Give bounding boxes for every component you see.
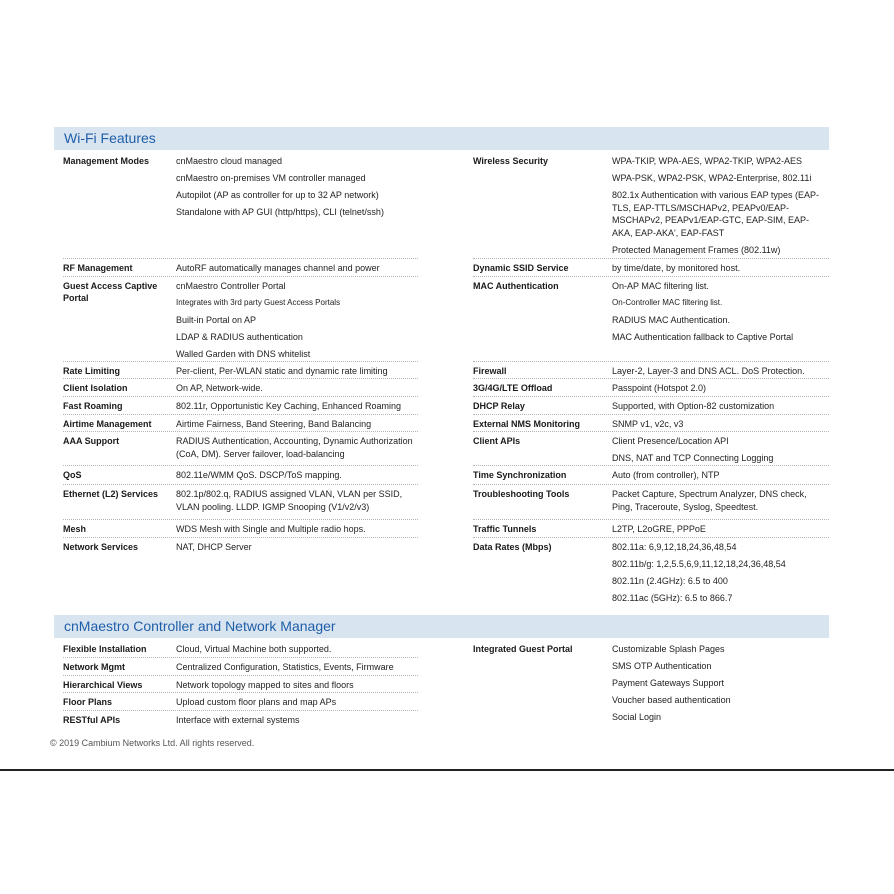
feature-value: Walled Garden with DNS whitelist (176, 349, 311, 359)
feature-value: Passpoint (Hotspot 2.0) (612, 383, 707, 393)
feature-row (473, 397, 829, 415)
page-divider (0, 769, 894, 771)
section-title: Wi-Fi Features (64, 130, 156, 146)
feature-label: Mesh (63, 524, 87, 534)
feature-values (612, 541, 829, 609)
feature-value: Protected Management Frames (802.11w) (612, 244, 781, 255)
cnm-right-column (473, 640, 829, 730)
feature-value: Built-in Portal on AP (176, 315, 257, 325)
feature-row (63, 676, 418, 693)
feature-row (473, 640, 829, 730)
feature-label: Troubleshooting Tools (473, 489, 570, 499)
feature-row (473, 152, 829, 259)
feature-row (63, 538, 418, 557)
section-title: cnMaestro Controller and Network Manager (64, 618, 336, 634)
feature-value: cnMaestro cloud managed (176, 156, 283, 166)
feature-row (63, 485, 418, 520)
feature-values (176, 488, 418, 518)
wifi-left-column (63, 152, 418, 557)
feature-values (612, 488, 829, 518)
feature-row (63, 432, 418, 466)
feature-values (612, 435, 829, 469)
feature-row (473, 520, 829, 538)
feature-value: 802.1x Authentication with various EAP types (EAP-TLS, EAP-TTLS/MSCHAPv2, PEAPv0/EAP-MSCHAPv2, PEAPv1/EAP-GTC, EAP-SIM, EAP-AKA, EAP-AKA', EAP-FAST (612, 190, 819, 238)
feature-row (473, 466, 829, 485)
feature-label: Client APIs (473, 436, 521, 446)
feature-row (473, 259, 829, 277)
feature-value: 802.11n (2.4GHz): 6.5 to 400 (612, 576, 728, 586)
feature-value: AutoRF automatically manages channel and power (176, 263, 380, 273)
feature-values (176, 469, 418, 486)
cnmaestro-header (54, 615, 829, 638)
feature-row (63, 640, 418, 658)
feature-value: Network topology mapped to sites and floors (176, 680, 354, 690)
feature-value: Integrates with 3rd party Guest Access Portals (176, 298, 341, 307)
feature-row (63, 379, 418, 397)
feature-label: Network Mgmt (63, 662, 126, 672)
feature-value: 802.11r, Opportunistic Key Caching, Enhanced Roaming (176, 401, 401, 411)
feature-values (176, 714, 418, 731)
feature-value: by time/date, by monitored host. (612, 263, 741, 273)
feature-value: Airtime Fairness, Band Steering, Band Balancing (176, 419, 372, 429)
feature-label: Client Isolation (63, 383, 128, 393)
feature-value: On-Controller MAC filtering list. (612, 298, 723, 307)
feature-value: 802.11ac (5GHz): 6.5 to 866.7 (612, 593, 733, 603)
feature-value: NAT, DHCP Server (176, 542, 252, 552)
cnm-left-column (63, 640, 418, 729)
feature-value: L2TP, L2oGRE, PPPoE (612, 524, 706, 534)
feature-row (473, 432, 829, 466)
feature-row (63, 693, 418, 711)
feature-label: RF Management (63, 263, 133, 273)
feature-label: Hierarchical Views (63, 680, 143, 690)
feature-value: Payment Gateways Support (612, 678, 725, 688)
feature-label: Fast Roaming (63, 401, 123, 411)
feature-label: AAA Support (63, 436, 120, 446)
feature-value: WPA-TKIP, WPA-AES, WPA2-TKIP, WPA2-AES (612, 156, 803, 166)
feature-value: SMS OTP Authentication (612, 661, 712, 671)
feature-label: 3G/4G/LTE Offload (473, 383, 553, 393)
feature-label: External NMS Monitoring (473, 419, 581, 429)
feature-value: Interface with external systems (176, 715, 300, 725)
feature-row (63, 152, 418, 259)
feature-value: Voucher based authentication (612, 695, 731, 705)
feature-value: Layer-2, Layer-3 and DNS ACL. DoS Protection. (612, 366, 805, 376)
feature-label: Ethernet (L2) Services (63, 489, 159, 499)
feature-label: Firewall (473, 366, 507, 376)
feature-row (473, 485, 829, 520)
wifi-right-column (473, 152, 829, 608)
wifi-features-header (54, 127, 829, 150)
feature-value: cnMaestro Controller Portal (176, 281, 286, 291)
feature-value: Social Login (612, 712, 662, 722)
feature-value: cnMaestro on-premises VM controller managed (176, 173, 366, 183)
feature-label: RESTful APIs (63, 715, 121, 725)
feature-label: Time Synchronization (473, 470, 567, 480)
feature-value: 802.11e/WMM QoS. DSCP/ToS mapping. (176, 470, 342, 480)
feature-label: Wireless Security (473, 156, 548, 166)
feature-value: 802.1p/802.q, RADIUS assigned VLAN, VLAN per SSID, VLAN pooling. LLDP. IGMP Snooping (V1/v2/v3) (176, 489, 403, 512)
feature-row (63, 415, 418, 432)
feature-row (63, 520, 418, 538)
feature-row (473, 415, 829, 432)
feature-values (612, 155, 829, 261)
feature-row (63, 658, 418, 676)
feature-values (176, 155, 418, 223)
feature-row (63, 466, 418, 485)
feature-row (63, 362, 418, 379)
feature-value: WPA-PSK, WPA2-PSK, WPA2-Enterprise, 802.11i (612, 173, 812, 183)
feature-value: MAC Authentication fallback to Captive Portal (612, 332, 794, 342)
feature-label: MAC Authentication (473, 281, 559, 291)
feature-value: 802.11a: 6,9,12,18,24,36,48,54 (612, 542, 737, 552)
feature-value: Packet Capture, Spectrum Analyzer, DNS check, Ping, Traceroute, Syslog, Speedtest. (612, 489, 807, 512)
feature-values (612, 643, 829, 728)
feature-value: Upload custom floor plans and map APs (176, 697, 337, 707)
copyright-footer: © 2019 Cambium Networks Ltd. All rights reserved. (50, 738, 255, 748)
feature-row (63, 259, 418, 277)
feature-row (63, 397, 418, 415)
feature-label: Integrated Guest Portal (473, 644, 573, 654)
feature-label: Traffic Tunnels (473, 524, 537, 534)
feature-row (63, 277, 418, 362)
feature-label: DHCP Relay (473, 401, 525, 411)
feature-label: Management Modes (63, 156, 150, 166)
feature-label: Data Rates (Mbps) (473, 542, 552, 552)
feature-row (63, 711, 418, 729)
feature-label: Dynamic SSID Service (473, 263, 569, 273)
feature-value: On AP, Network-wide. (176, 383, 263, 393)
feature-value: Auto (from controller), NTP (612, 470, 720, 480)
feature-value: SNMP v1, v2c, v3 (612, 419, 684, 429)
feature-label: Rate Limiting (63, 366, 121, 376)
feature-value: WDS Mesh with Single and Multiple radio hops. (176, 524, 366, 534)
feature-label: Flexible Installation (63, 644, 147, 654)
feature-label: QoS (63, 470, 82, 480)
feature-value: On-AP MAC filtering list. (612, 281, 709, 291)
feature-values (176, 280, 418, 365)
feature-row (473, 277, 829, 362)
feature-value: Client Presence/Location API (612, 436, 729, 446)
feature-values (612, 280, 829, 348)
feature-label: Floor Plans (63, 697, 113, 707)
feature-value: DNS, NAT and TCP Connecting Logging (612, 453, 774, 463)
feature-label: Airtime Management (63, 419, 152, 429)
feature-value: Centralized Configuration, Statistics, Events, Firmware (176, 662, 394, 672)
feature-values (176, 435, 418, 465)
feature-row (473, 538, 829, 608)
feature-value: Per-client, Per-WLAN static and dynamic rate limiting (176, 366, 388, 376)
feature-value: RADIUS Authentication, Accounting, Dynamic Authorization (CoA, DM). Server failover, load-balancing (176, 436, 413, 459)
feature-values (176, 541, 418, 558)
feature-value: RADIUS MAC Authentication. (612, 315, 731, 325)
feature-value: LDAP & RADIUS authentication (176, 332, 303, 342)
feature-value: Customizable Splash Pages (612, 644, 725, 654)
feature-value: 802.11b/g: 1,2,5.5,6,9,11,12,18,24,36,48,54 (612, 559, 786, 569)
feature-label: Network Services (63, 542, 139, 552)
feature-row (473, 379, 829, 397)
feature-value: Cloud, Virtual Machine both supported. (176, 644, 332, 654)
feature-values (612, 469, 829, 486)
feature-value: Supported, with Option-82 customization (612, 401, 775, 411)
feature-value: Autopilot (AP as controller for up to 32 AP network) (176, 190, 379, 200)
feature-label: Guest Access Captive Portal (63, 281, 158, 303)
feature-value: Standalone with AP GUI (http/https), CLI (telnet/ssh) (176, 207, 384, 217)
feature-row (473, 362, 829, 379)
